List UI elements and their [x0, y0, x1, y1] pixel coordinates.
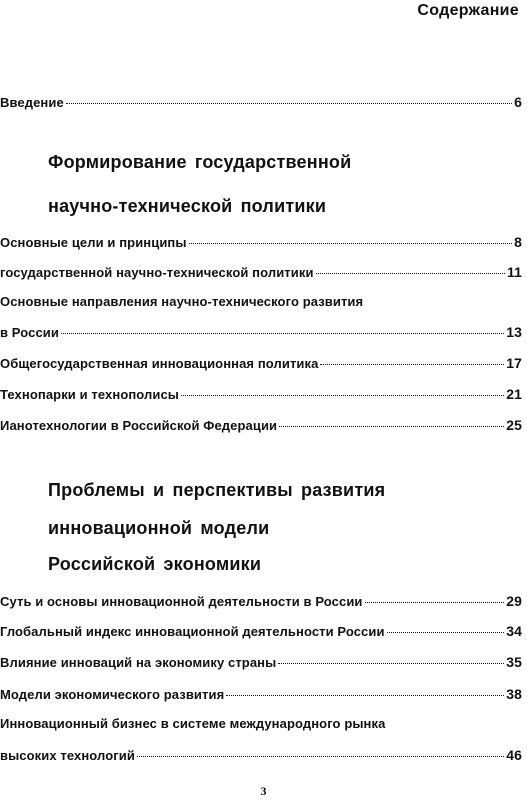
toc-entry-page: 11	[507, 264, 522, 280]
toc-entry-page: 8	[514, 234, 522, 250]
dot-leader	[189, 243, 513, 244]
toc-entry	[0, 234, 522, 250]
toc-entry-label: Технопарки и технополисы	[0, 387, 180, 402]
toc-entry-label: в России	[0, 325, 59, 340]
toc-entry	[0, 654, 522, 670]
toc-title: Содержание	[417, 2, 519, 19]
toc-entry-label: Общегосударственная инновационная политика	[0, 356, 319, 371]
dot-leader	[66, 103, 512, 104]
toc-entry-label: Модели экономического развития	[0, 687, 225, 702]
toc-entry	[0, 324, 522, 340]
section-heading: Российской экономики	[48, 554, 262, 574]
toc-entry	[0, 386, 522, 402]
toc-entry-page: 17	[506, 355, 522, 371]
dot-leader	[61, 333, 504, 334]
toc-entry-page: 35	[506, 654, 522, 670]
dot-leader	[278, 663, 504, 664]
toc-entry-page: 29	[506, 593, 522, 609]
dot-leader	[365, 602, 505, 603]
toc-entry	[0, 264, 522, 280]
toc-entry-label-line: Основные направления научно-технического развития	[0, 294, 364, 309]
toc-entry-page: 6	[514, 94, 522, 110]
toc-entry-page: 46	[506, 747, 522, 763]
toc-entry	[0, 593, 522, 609]
dot-leader	[137, 756, 504, 757]
toc-entry	[0, 417, 522, 433]
dot-leader	[226, 695, 504, 696]
dot-leader	[279, 426, 504, 427]
toc-entry	[0, 355, 522, 371]
toc-entry-label: высоких технологий	[0, 748, 135, 763]
toc-entry-page: 21	[506, 386, 522, 402]
toc-entry-label: государственной научно-технической политики	[0, 265, 314, 280]
toc-entry-label: Суть и основы инновационной деятельности в России	[0, 594, 363, 609]
dot-leader	[387, 632, 505, 633]
toc-entry	[0, 686, 522, 702]
toc-entry-label: Влияние инноваций на экономику страны	[0, 655, 277, 670]
section-heading: инновационной модели	[48, 518, 270, 538]
toc-entry-page: 13	[506, 324, 522, 340]
toc-entry-label: Основные цели и принципы	[0, 235, 187, 250]
toc-entry-label: Глобальный индекс инновационной деятельности России	[0, 624, 385, 639]
toc-entry-label-line: Инновационный бизнес в системе международного рынка	[0, 716, 386, 731]
toc-entry-intro	[0, 94, 522, 110]
toc-entry-label: Введение	[0, 95, 64, 110]
toc-entry	[0, 747, 522, 763]
dot-leader	[316, 273, 505, 274]
toc-entry-page: 34	[506, 623, 522, 639]
dot-leader	[181, 395, 504, 396]
section-heading: Проблемы и перспективы развития	[48, 480, 386, 500]
toc-entry-label: Ианотехнологии в Российской Федерации	[0, 418, 278, 433]
toc-entry-page: 38	[506, 686, 522, 702]
dot-leader	[320, 364, 504, 365]
toc-entry-page: 25	[506, 417, 522, 433]
page-number: 3	[260, 784, 267, 798]
section-heading: Формирование государственной	[48, 152, 352, 172]
toc-entry	[0, 623, 522, 639]
section-heading: научно-технической политики	[48, 196, 327, 216]
